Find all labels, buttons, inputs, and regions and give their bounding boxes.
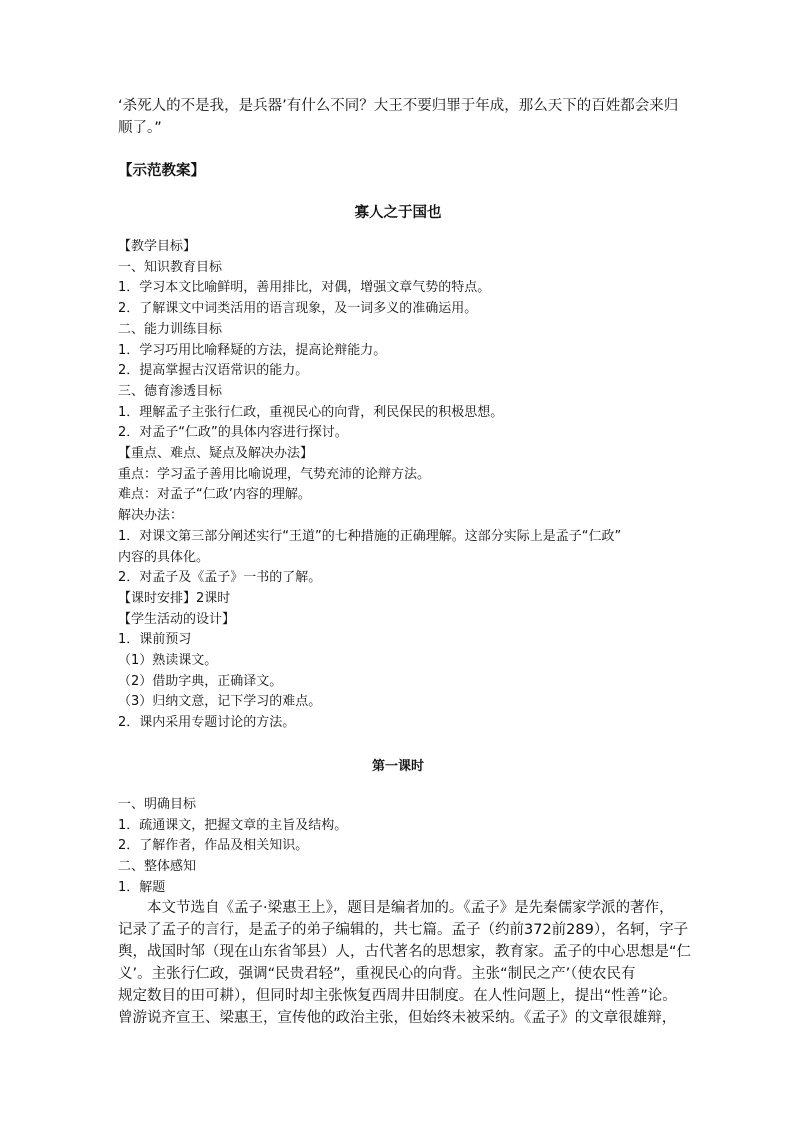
section-title: 【示范教案】 <box>118 163 205 179</box>
objective-line: 2．课内采用专题讨论的方法。 <box>118 715 296 731</box>
objective-line: 2．对孟子“仁政”的具体内容进行探讨。 <box>118 425 348 441</box>
period-title: 第一课时 <box>371 759 424 774</box>
paragraph-line: 义’。主张行仁政，强调“民贵君轻”，重视民心的向背。主张“制民之产’（使农民有 <box>118 966 636 982</box>
objective-line: 一、知识教育目标 <box>118 259 223 275</box>
intro-to-text-paragraph <box>118 897 692 1029</box>
objective-line: 【课时安排】2课时 <box>118 590 231 606</box>
period-item-line: 1．疏通课文，把握文章的主旨及结构。 <box>118 817 348 833</box>
objective-line: 【教学目标】 <box>118 239 197 254</box>
objective-line: 1．对课文第三部分阐述实行“王道”的七种措施的正确理解。这部分实际上是孟子“仁政” <box>118 528 622 544</box>
objective-line: （1）熟读课文。 <box>118 653 218 669</box>
objective-line: 内容的具体化。 <box>118 549 210 565</box>
objective-line: 重点：学习孟子善用比喻说理，气势充沛的论辩方法。 <box>118 466 431 482</box>
objective-line: 1．学习巧用比喻释疑的方法，提高论辩能力。 <box>118 342 387 358</box>
objective-line: 1．理解孟子主张行仁政，重视民心的向背，利民保民的积极思想。 <box>118 404 504 420</box>
paragraph-line: 曾游说齐宣王、梁惠王，宣传他的政治主张，但始终未被采纳。《孟子》的文章很雄辩， <box>118 1010 677 1026</box>
period-item-line: 一、明确目标 <box>118 797 197 812</box>
objective-line: 1．学习本文比喻鲜明，善用排比，对偶，增强文章气势的特点。 <box>118 280 491 296</box>
objective-line: （2）借助字典，正确译文。 <box>118 673 283 689</box>
objective-line: 1．课前预习 <box>118 632 192 648</box>
objective-line: 2．对孟子及《孟子》一书的了解。 <box>118 570 322 586</box>
paragraph-line: 本文节选自《孟子·梁惠王上》，题目是编者加的。《孟子》是先秦儒家学派的著作， <box>147 900 674 916</box>
period-item-line: 1．解题 <box>118 879 166 895</box>
paragraph-line: 记录了孟子的言行，是孟子的弟子编辑的，共七篇。孟子（约前372前289），名轲，字子 <box>118 922 689 938</box>
objective-line: 二、能力训练目标 <box>118 321 223 337</box>
period-item-line: 2．了解作者，作品及相关知识。 <box>118 838 309 854</box>
objective-line: 【学生活动的设计】 <box>118 611 236 627</box>
period-items <box>118 795 678 899</box>
objective-line: 难点：对孟子“仁政’内容的理解。 <box>118 487 311 503</box>
intro-paragraph <box>118 95 678 139</box>
objective-line: 解决办法： <box>118 508 184 524</box>
objectives-list <box>118 237 678 734</box>
lesson-title: 寡人之于国也 <box>354 205 442 221</box>
paragraph-line: 舆，战国时邹（现在山东省邹县）人，古代著名的思想家，教育家。孟子的中心思想是“仁 <box>118 944 692 960</box>
objective-line: 【重点、难点、疑点及解决办法】 <box>118 446 314 462</box>
objective-line: （3）归纳文意，记下学习的难点。 <box>118 694 322 710</box>
intro-line: ‘杀死人的不是我，是兵器’有什么不同？大王不要归罪于年成，那么天下的百姓都会来归 <box>118 98 679 114</box>
objective-line: 2．了解课文中词类活用的语言现象，及一词多义的准确运用。 <box>118 301 478 317</box>
period-item-line: 二、整体感知 <box>118 859 197 875</box>
objective-line: 2．提高掌握古汉语常识的能力。 <box>118 363 309 379</box>
intro-line: 顺了。” <box>118 120 162 136</box>
objective-line: 三、德育渗透目标 <box>118 383 223 399</box>
paragraph-line: 规定数目的田可耕），但同时却主张恢复西周井田制度。在人性问题上，提出“性善”论。 <box>118 988 677 1004</box>
